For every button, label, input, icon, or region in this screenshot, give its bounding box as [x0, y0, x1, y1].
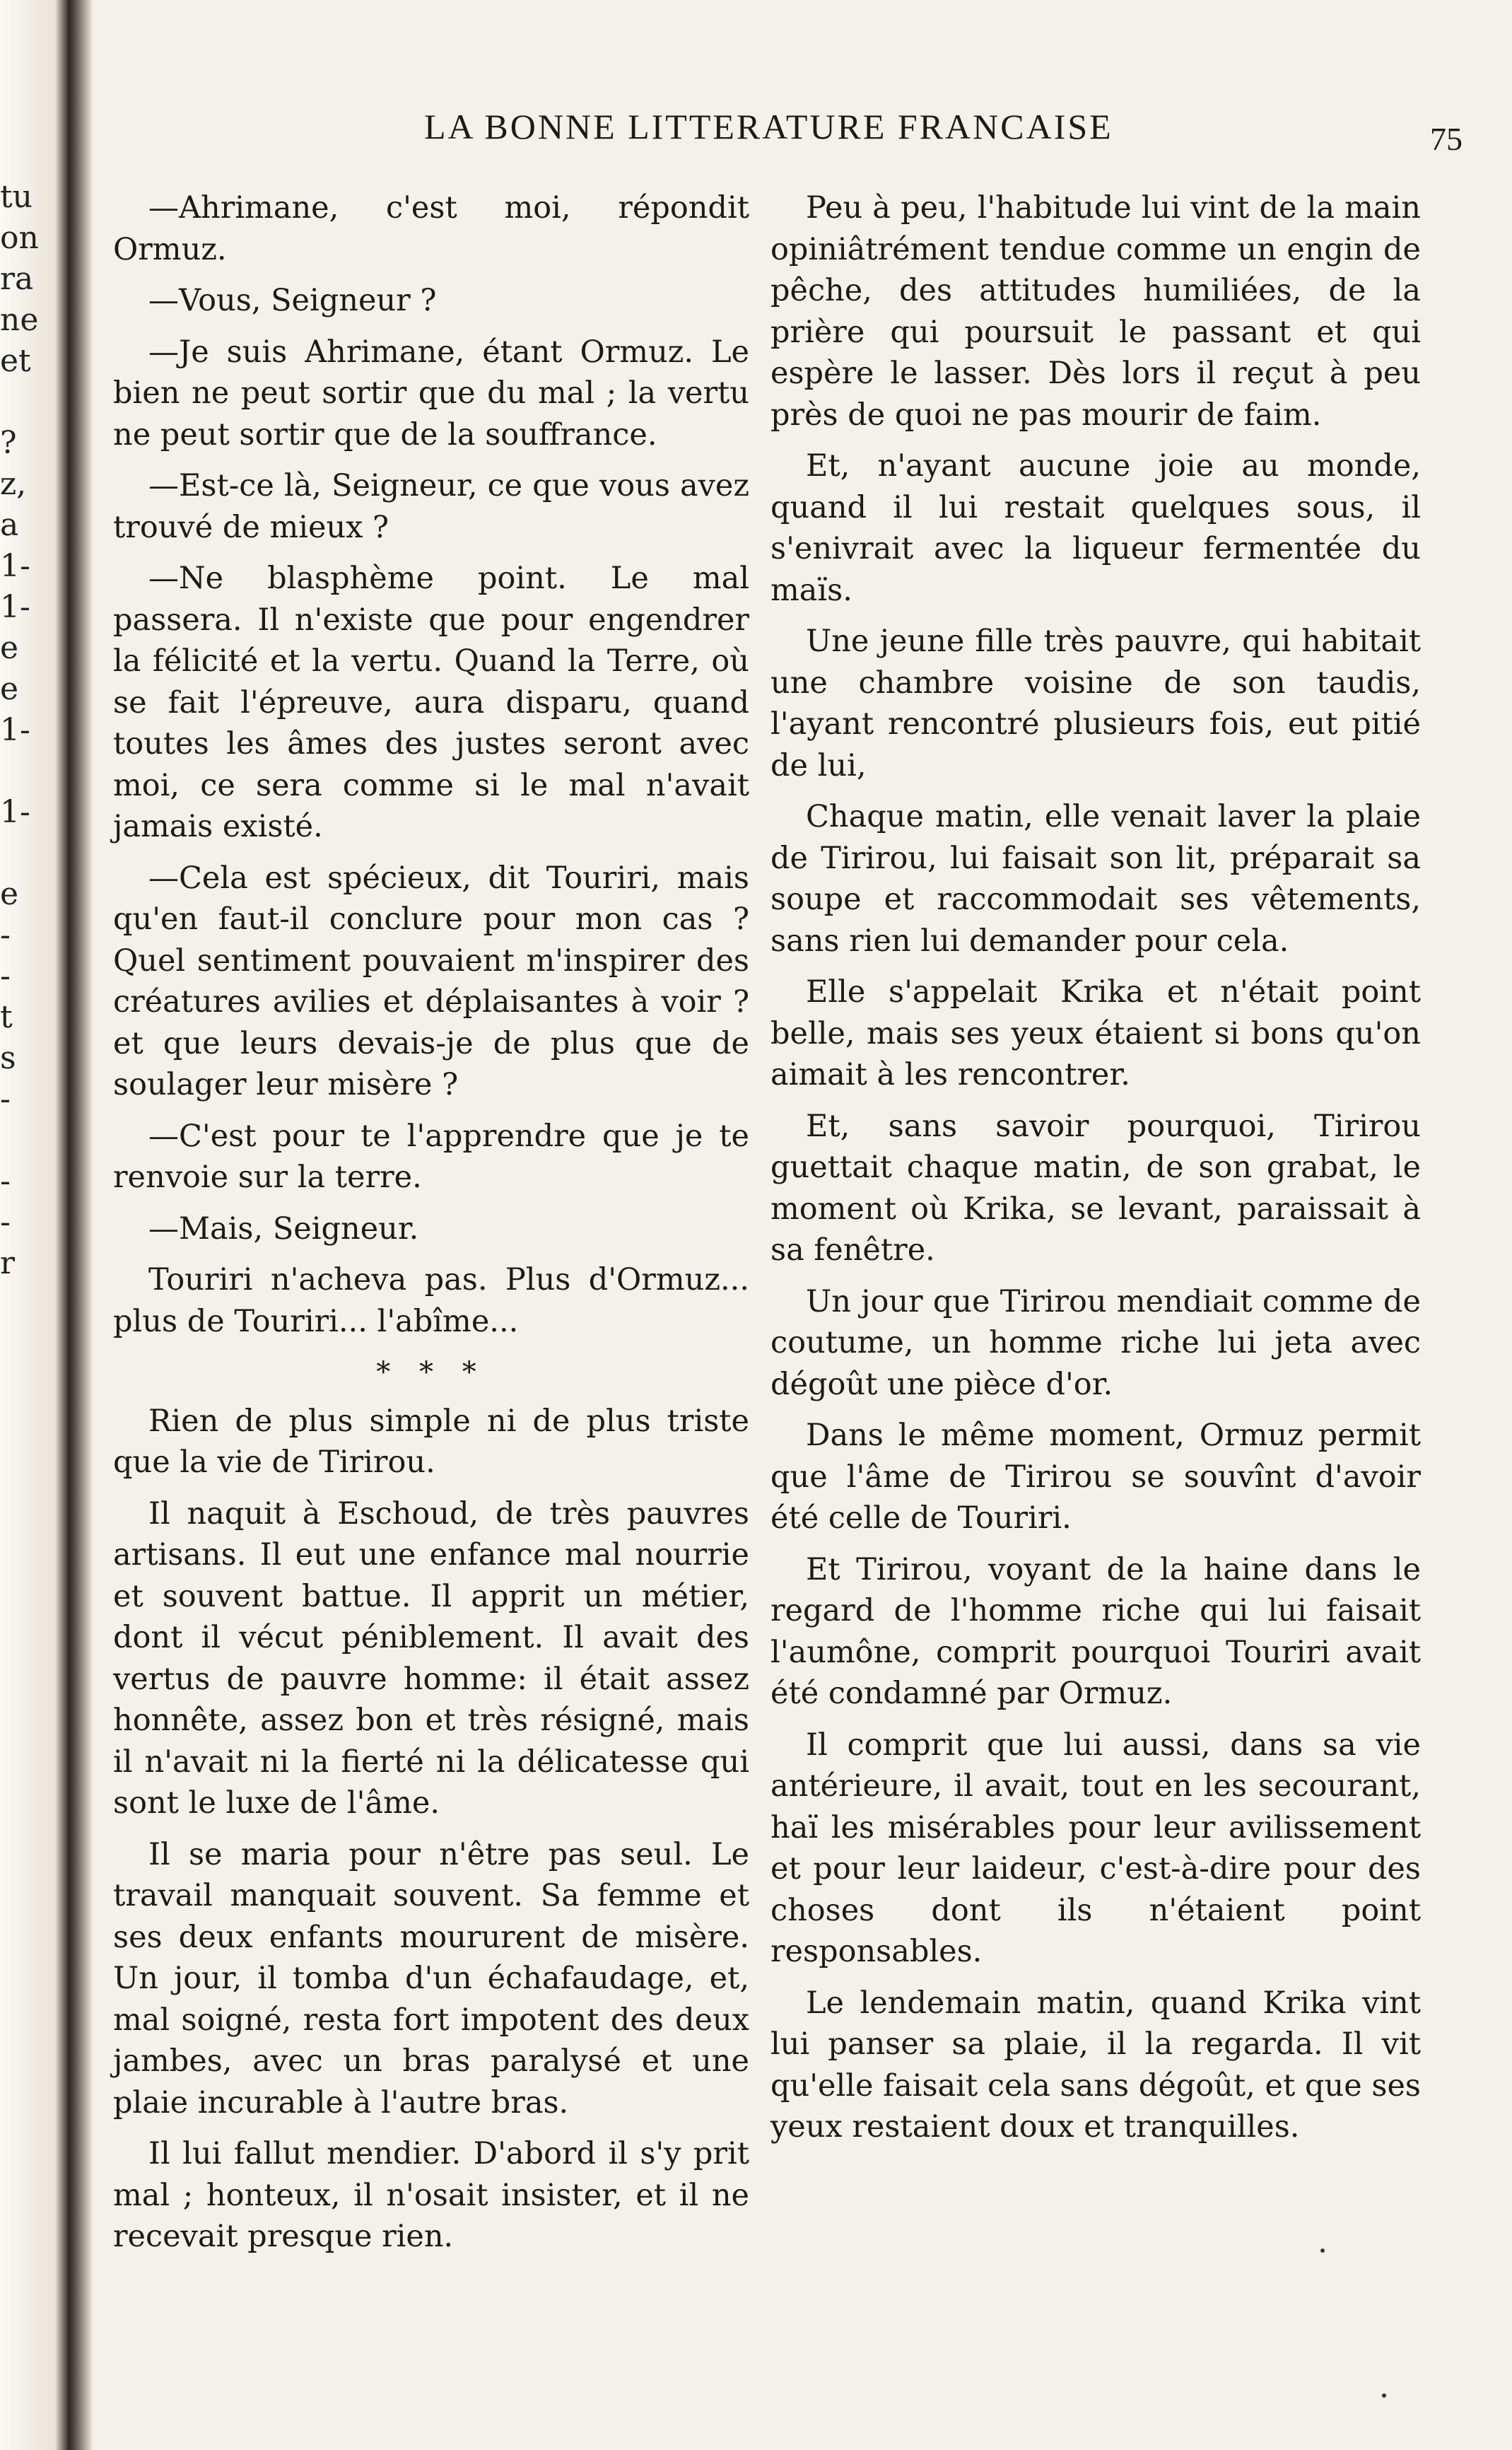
paragraph: Et Tirirou, voyant de la haine dans le regard de l'homme riche qui lui faisait l'aumône, comprit pourquoi Touriri avait été condamné par Ormuz.: [770, 1551, 1421, 1711]
margin-fragment: [0, 382, 57, 423]
paragraph: Et, n'ayant aucune joie au monde, quand il lui restait quelques sous, il s'enivrait avec la liqueur fermentée du maïs.: [770, 448, 1421, 608]
paragraph: Rien de plus simple ni de plus triste que la vie de Tirirou.: [113, 1403, 749, 1480]
paragraph: Et, sans savoir pourquoi, Tirirou guettait chaque matin, de son grabat, le moment où Krika, se levant, paraissait à sa fenêtre.: [770, 1108, 1421, 1268]
dialogue-paragraph: —Je suis Ahrimane, étant Ormuz. Le bien ne peut sortir que du mal ; la vertu ne peut sortir que de la souffrance.: [113, 334, 749, 453]
margin-fragment: 1-: [0, 548, 30, 584]
margin-fragment: [0, 833, 57, 874]
paragraph: Touriri n'acheva pas. Plus d'Ormuz... plus de Touriri... l'abîme...: [113, 1262, 749, 1339]
margin-fragment: et: [0, 343, 31, 379]
margin-fragment: -: [0, 1081, 11, 1117]
margin-fragment: ne: [0, 302, 39, 338]
print-speck: [1320, 2248, 1325, 2253]
paragraph: Chaque matin, elle venait laver la plaie de Tirirou, lui faisait son lit, préparait sa soupe et raccommodait ses vêtements, sans rien lui demander pour cela.: [770, 799, 1421, 959]
margin-fragment: r: [0, 1245, 16, 1281]
margin-fragment: ?: [0, 425, 17, 461]
margin-fragment: e: [0, 876, 19, 912]
dialogue-paragraph: —Vous, Seigneur ?: [148, 283, 437, 318]
paragraph: Il comprit que lui aussi, dans sa vie antérieure, il avait, tout en les secourant, haï les misérables pour leur avilissement et pour leur laideur, c'est-à-dire pour des choses dont ils n'étaient point responsables.: [770, 1727, 1421, 1969]
margin-fragment: 1-: [0, 794, 30, 830]
paragraph: Il lui fallut mendier. D'abord il s'y prit mal ; honteux, il n'osait insister, et il ne recevait presque rien.: [113, 2136, 749, 2254]
dialogue-paragraph: —Est-ce là, Seigneur, ce que vous avez trouvé de mieux ?: [113, 468, 749, 545]
right-text-column: [770, 187, 1421, 2158]
paragraph: Il se maria pour n'être pas seul. Le travail manquait souvent. Sa femme et ses deux enfants moururent de misère. Un jour, il tomba d'un échafaudage, et, mal soigné, resta fort impotent des deux jambes, avec un bras paralysé et une plaie incurable à l'autre bras.: [113, 1836, 749, 2121]
margin-fragment: -: [0, 917, 11, 953]
paragraph: Il naquit à Eschoud, de très pauvres artisans. Il eut une enfance mal nourrie et souvent battue. Il apprit un métier, dont il vécut péniblement. Il avait des vertus de pauvre homme: il était assez honnête, assez bon et très résigné, mais il n'avait ni la fierté ni la délicatesse qui sont le luxe de l'âme.: [113, 1495, 749, 1821]
margin-fragment: a: [0, 507, 19, 543]
paragraph: Peu à peu, l'habitude lui vint de la main opiniâtrément tendue comme un engin de pêche, des attitudes humiliées, de la prière qui poursuit le passant et qui espère le lasser. Dès lors il reçut à peu près de quoi ne pas mourir de faim.: [770, 190, 1421, 433]
margin-fragment: tu: [0, 179, 33, 215]
print-speck: [1382, 2393, 1386, 2398]
previous-page-margin-fragments: [0, 177, 57, 1284]
paragraph: Dans le même moment, Ormuz permit que l'âme de Tirirou se souvînt d'avoir été celle de Touriri.: [770, 1418, 1421, 1536]
margin-fragment: -: [0, 958, 11, 994]
margin-fragment: 1-: [0, 589, 30, 625]
paragraph: Le lendemain matin, quand Krika vint lui panser sa plaie, il la regarda. Il vit qu'elle faisait cela sans dégoût, et que ses yeux restaient doux et tranquilles.: [770, 1985, 1421, 2145]
dialogue-paragraph: —C'est pour te l'apprendre que je te renvoie sur la terre.: [113, 1118, 749, 1195]
margin-fragment: s: [0, 1040, 16, 1076]
dialogue-paragraph: —Ahrimane, c'est moi, répondit Ormuz.: [113, 190, 749, 267]
margin-fragment: ra: [0, 261, 34, 297]
margin-fragment: 1-: [0, 712, 30, 748]
margin-fragment: t: [0, 999, 13, 1035]
running-header: LA BONNE LITTERATURE FRANCAISE: [424, 107, 1113, 146]
paragraph: Un jour que Tirirou mendiait comme de coutume, un homme riche lui jeta avec dégoût une pièce d'or.: [770, 1283, 1421, 1402]
margin-fragment: [0, 1120, 57, 1161]
margin-fragment: [0, 751, 57, 792]
margin-fragment: z,: [0, 466, 27, 502]
section-break: * * *: [376, 1356, 486, 1389]
margin-fragment: -: [0, 1204, 11, 1240]
margin-fragment: e: [0, 671, 19, 707]
margin-fragment: -: [0, 1163, 11, 1199]
margin-fragment: on: [0, 220, 39, 256]
paragraph: Elle s'appelait Krika et n'était point belle, mais ses yeux étaient si bons qu'on aimait à les rencontrer.: [770, 974, 1421, 1092]
dialogue-paragraph: —Cela est spécieux, dit Touriri, mais qu'en faut-il conclure pour mon cas ? Quel sentiment pouvaient m'inspirer des créatures avilies et déplaisantes à voir ? et que leurs devais-je de plus que de soulager leur misère ?: [113, 860, 749, 1102]
dialogue-paragraph: —Ne blasphème point. Le mal passera. Il n'existe que pour engendrer la félicité et la vertu. Quand la Terre, où se fait l'épreuve, aura disparu, quand toutes les âmes des justes seront avec moi, ce sera comme si le mal n'avait jamais existé.: [113, 561, 749, 844]
dialogue-paragraph: —Mais, Seigneur.: [148, 1211, 419, 1247]
paragraph: Une jeune fille très pauvre, qui habitait une chambre voisine de son taudis, l'ayant rencontré plusieurs fois, eut pitié de lui,: [770, 624, 1421, 783]
margin-fragment: e: [0, 630, 19, 666]
left-text-column: [113, 187, 749, 2268]
page-number: 75: [1430, 121, 1463, 157]
